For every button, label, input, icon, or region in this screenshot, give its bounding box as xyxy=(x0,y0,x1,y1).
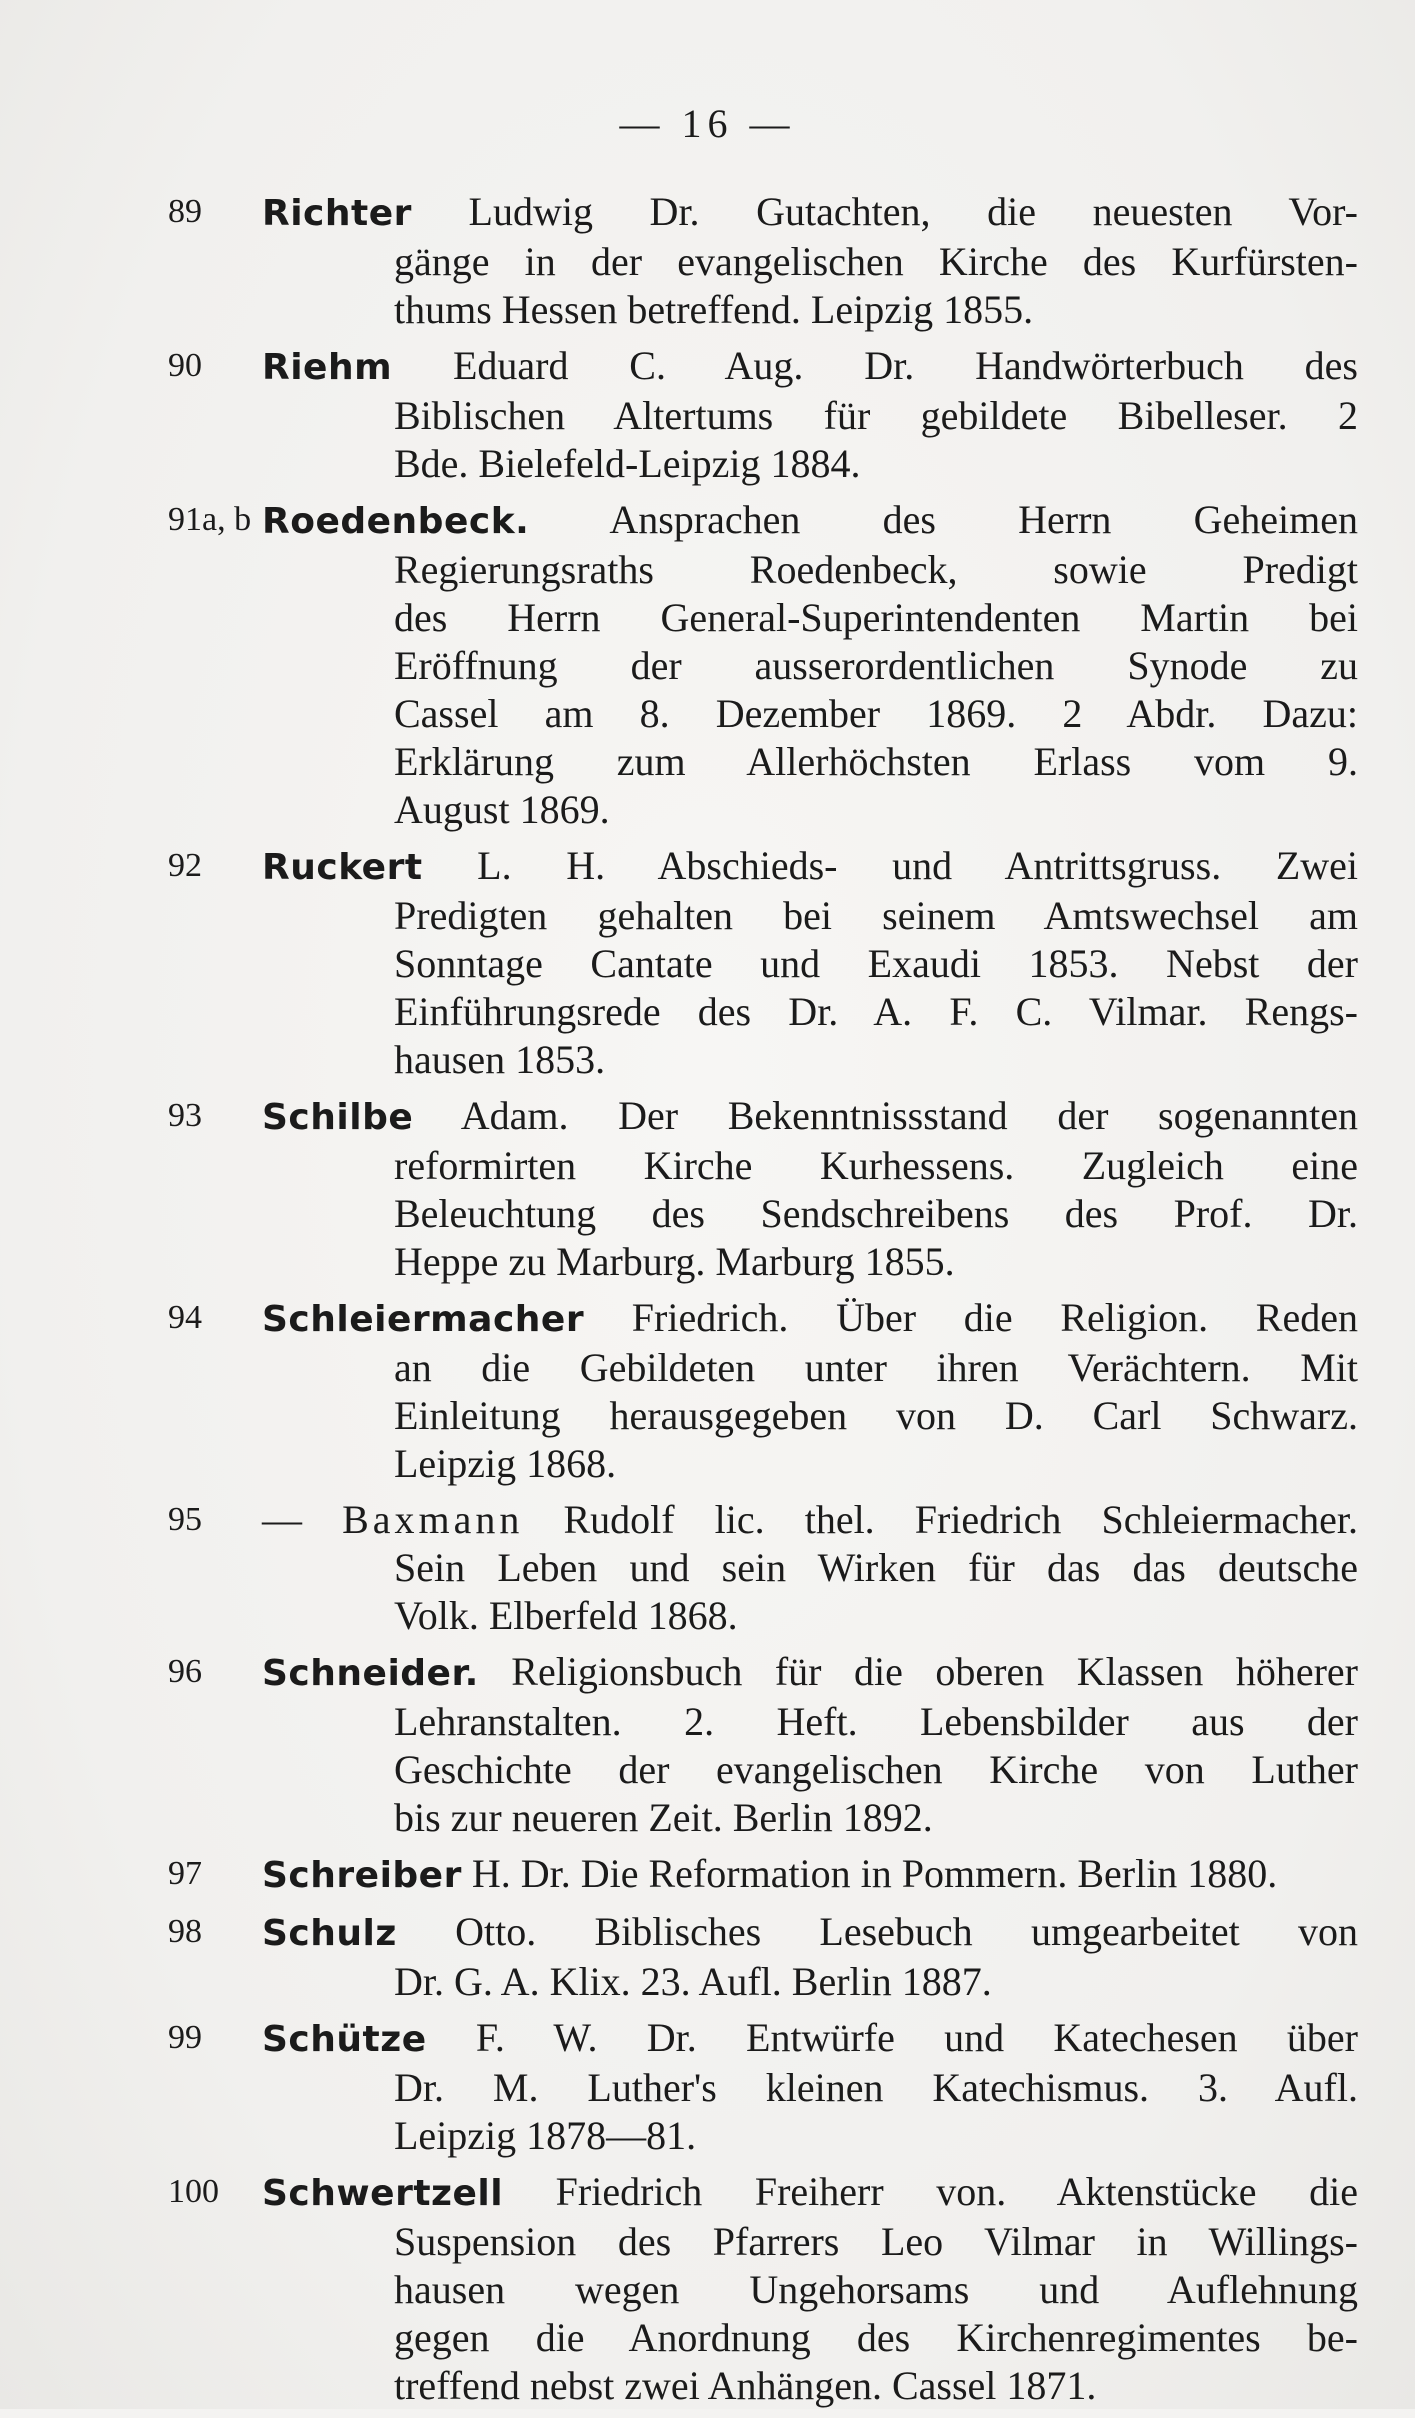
entry-line: thums Hessen betreffend. Leipzig 1855. xyxy=(394,287,1034,332)
entry-100 xyxy=(168,2168,1358,2410)
entry-93 xyxy=(168,1092,1358,1286)
entry-91 xyxy=(168,496,1358,834)
entry-number: 90 xyxy=(168,347,202,384)
entry-head-text: Ansprachen des Herrn Geheimen xyxy=(529,497,1358,542)
entry-line: Einleitung herausgegeben von D. Carl Schwarz. xyxy=(394,1393,1358,1438)
entry-head-text: Religionsbuch für die oberen Klassen höherer xyxy=(478,1649,1358,1694)
entry-author: Schütze xyxy=(262,2019,427,2060)
entry-line: Leipzig 1878—81. xyxy=(394,2113,697,2158)
entry-head-text: Friedrich. Über die Religion. Reden xyxy=(584,1295,1358,1340)
entry-92 xyxy=(168,842,1358,1084)
entry-number: 92 xyxy=(168,847,202,884)
entry-number: 96 xyxy=(168,1653,202,1690)
entry-author: Richter xyxy=(262,193,412,234)
entry-author: Ruckert xyxy=(262,847,423,888)
entry-author: Schreiber xyxy=(262,1855,462,1896)
entry-line: August 1869. xyxy=(394,787,610,832)
entry-head xyxy=(262,1496,1358,1544)
entry-head xyxy=(262,1908,1358,1958)
entry-line: gänge in der evangelischen Kirche des Kurfürsten- xyxy=(394,239,1358,284)
entry-line: Volk. Elberfeld 1868. xyxy=(394,1593,738,1638)
entry-line: Erklärung zum Allerhöchsten Erlass vom 9. xyxy=(394,739,1358,784)
entry-head-text: Eduard C. Aug. Dr. Handwörterbuch des xyxy=(392,343,1358,388)
entry-head-text: Friedrich Freiherr von. Aktenstücke die xyxy=(503,2169,1358,2214)
entry-author: Schilbe xyxy=(262,1097,414,1138)
entry-95 xyxy=(168,1496,1358,1640)
entry-coauthor: Baxmann xyxy=(342,1497,524,1542)
entry-line: reformirten Kirche Kurhessens. Zugleich eine xyxy=(394,1143,1358,1188)
entry-89 xyxy=(168,188,1358,334)
entry-head xyxy=(262,496,1358,546)
entry-line: Dr. G. A. Klix. 23. Aufl. Berlin 1887. xyxy=(394,1959,992,2004)
entry-head xyxy=(262,842,1358,892)
entry-line: Heppe zu Marburg. Marburg 1855. xyxy=(394,1239,955,1284)
entry-line: Sonntage Cantate und Exaudi 1853. Nebst der xyxy=(394,941,1358,986)
entry-line: Suspension des Pfarrers Leo Vilmar in Willings- xyxy=(394,2219,1358,2264)
entry-head-text: Otto. Biblisches Lesebuch umgearbeitet von xyxy=(396,1909,1358,1954)
entry-99 xyxy=(168,2014,1358,2160)
entry-line: Regierungsraths Roedenbeck, sowie Predigt xyxy=(394,547,1358,592)
entry-head xyxy=(262,1850,1358,1900)
entry-line: gegen die Anordnung des Kirchenregimentes be- xyxy=(394,2315,1358,2360)
entry-head xyxy=(262,1648,1358,1698)
entry-line: Eröffnung der ausserordentlichen Synode zu xyxy=(394,643,1358,688)
entry-number: 97 xyxy=(168,1855,202,1892)
entry-line: Bde. Bielefeld-Leipzig 1884. xyxy=(394,441,861,486)
entry-head xyxy=(262,342,1358,392)
entry-line: hausen 1853. xyxy=(394,1037,606,1082)
entry-line: Geschichte der evangelischen Kirche von Luther xyxy=(394,1747,1358,1792)
entry-author: Roedenbeck. xyxy=(262,501,530,542)
entry-number: 98 xyxy=(168,1913,202,1950)
entry-line: Einführungsrede des Dr. A. F. C. Vilmar. Rengs- xyxy=(394,989,1358,1034)
entry-line: an die Gebildeten unter ihren Verächtern. Mit xyxy=(394,1345,1358,1390)
entry-line: hausen wegen Ungehorsams und Auflehnung xyxy=(394,2267,1358,2312)
entry-head-text: L. H. Abschieds- und Antrittsgruss. Zwei xyxy=(422,843,1358,888)
entry-line: Cassel am 8. Dezember 1869. 2 Abdr. Dazu: xyxy=(394,691,1358,736)
entry-96 xyxy=(168,1648,1358,1842)
entry-98 xyxy=(168,1908,1358,2006)
entry-head xyxy=(262,1294,1358,1344)
entry-author: Schulz xyxy=(262,1913,397,1954)
entry-number: 95 xyxy=(168,1501,202,1538)
entry-author: Riehm xyxy=(262,347,393,388)
entry-head xyxy=(262,2014,1358,2064)
entry-94 xyxy=(168,1294,1358,1488)
entry-author: Schleiermacher xyxy=(262,1299,585,1340)
entry-head-text: Rudolf lic. thel. Friedrich Schleiermacher. xyxy=(523,1497,1358,1542)
entry-author: Schwertzell xyxy=(262,2173,504,2214)
bibliography-list xyxy=(168,188,1358,2418)
entry-number: 93 xyxy=(168,1097,202,1134)
entry-number: 100 xyxy=(168,2173,219,2210)
entry-line: Lehranstalten. 2. Heft. Lebensbilder aus der xyxy=(394,1699,1358,1744)
entry-dash: — xyxy=(262,1497,343,1542)
entry-line: Predigten gehalten bei seinem Amtswechsel am xyxy=(394,893,1358,938)
entry-line: Beleuchtung des Sendschreibens des Prof. Dr. xyxy=(394,1191,1358,1236)
entry-line: Dr. M. Luther's kleinen Katechismus. 3. Aufl. xyxy=(394,2065,1358,2110)
entry-head xyxy=(262,1092,1358,1142)
entry-head xyxy=(262,188,1358,238)
entry-line: bis zur neueren Zeit. Berlin 1892. xyxy=(394,1795,933,1840)
entry-number: 94 xyxy=(168,1299,202,1336)
entry-head-text: Adam. Der Bekenntnissstand der sogenannten xyxy=(413,1093,1358,1138)
entry-line: Leipzig 1868. xyxy=(394,1441,617,1486)
entry-head-text: H. Dr. Die Reformation in Pommern. Berlin 1880. xyxy=(461,1851,1278,1896)
entry-line: Biblischen Altertums für gebildete Bibelleser. 2 xyxy=(394,393,1358,438)
entry-97 xyxy=(168,1850,1358,1900)
entry-head xyxy=(262,2168,1358,2218)
page-number: — 16 — xyxy=(619,101,796,146)
entry-line: des Herrn General-Superintendenten Martin bei xyxy=(394,595,1358,640)
entry-head-text: F. W. Dr. Entwürfe und Katechesen über xyxy=(426,2015,1358,2060)
entry-number: 99 xyxy=(168,2019,202,2056)
entry-head-text: Ludwig Dr. Gutachten, die neuesten Vor- xyxy=(411,189,1358,234)
entry-line: treffend nebst zwei Anhängen. Cassel 1871. xyxy=(394,2363,1097,2408)
entry-number: 89 xyxy=(168,193,202,230)
entry-author: Schneider. xyxy=(262,1653,479,1694)
entry-line: Sein Leben und sein Wirken für das das deutsche xyxy=(394,1545,1358,1590)
entry-number: 91a, b xyxy=(168,501,252,538)
entry-90 xyxy=(168,342,1358,488)
